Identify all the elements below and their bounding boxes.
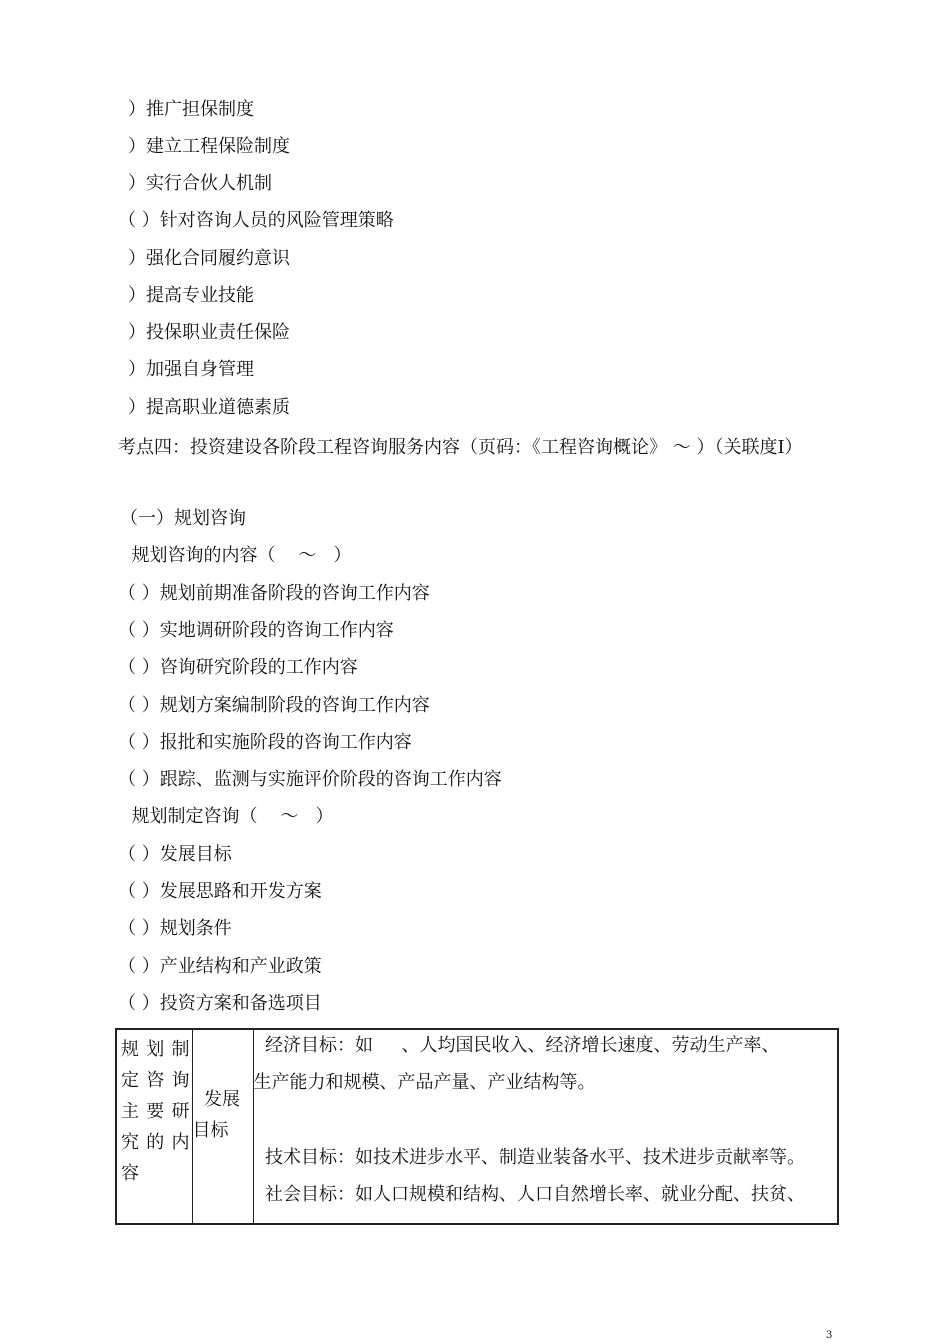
table-cell-line: 发展 xyxy=(192,1089,240,1110)
list-item: ）投保职业责任保险 xyxy=(128,322,290,343)
list-item: （ ）产业结构和产业政策 xyxy=(118,956,322,977)
section-heading: 考点四：投资建设各阶段工程咨询服务内容（页码：《工程咨询概论》 ～ ）（关联度Ⅰ） xyxy=(118,437,803,458)
page-number: 3 xyxy=(826,1330,833,1341)
list-item: （ ）实地调研阶段的咨询工作内容 xyxy=(118,620,394,641)
list-item: ）加强自身管理 xyxy=(128,359,254,380)
list-item: ）强化合同履约意识 xyxy=(128,248,290,269)
table-cell-category xyxy=(192,1029,253,1224)
table-cell-line: 定 咨 询 xyxy=(121,1070,190,1091)
list-item: （ ）咨询研究阶段的工作内容 xyxy=(118,657,358,678)
list-item: ）提高职业道德素质 xyxy=(128,397,290,418)
list-item: ）建立工程保险制度 xyxy=(128,136,290,157)
list-item: ）提高专业技能 xyxy=(128,285,254,306)
table-cell-line: 究 的 内 xyxy=(121,1132,190,1153)
list-item: （ ）发展思路和开发方案 xyxy=(118,881,322,902)
table-row xyxy=(116,1029,838,1224)
list-item: （ ）跟踪、监测与实施评价阶段的咨询工作内容 xyxy=(118,769,502,790)
table-cell-line: 规 划 制 xyxy=(121,1039,190,1060)
list-item: ）推广担保制度 xyxy=(128,99,254,120)
list-item: （ ）规划方案编制阶段的咨询工作内容 xyxy=(118,695,430,716)
table-cell-line: 社会目标：如人口规模和结构、人口自然增长率、就业分配、扶贫、 xyxy=(253,1184,805,1205)
list-item: （ ）规划条件 xyxy=(118,918,232,939)
subsection-title: 规划咨询的内容（ ～ ） xyxy=(120,545,352,566)
subsection-title: 规划制定咨询（ ～ ） xyxy=(120,806,334,827)
table-cell-line: 主 要 研 xyxy=(121,1101,190,1122)
table-cell-line: 生产能力和规模、产品产量、产业结构等。 xyxy=(253,1072,596,1093)
list-item: （ ）规划前期准备阶段的咨询工作内容 xyxy=(118,583,430,604)
table-cell-topic xyxy=(116,1029,192,1224)
list-item: （ ）针对咨询人员的风险管理策略 xyxy=(118,210,394,231)
list-item: （ ）投资方案和备选项目 xyxy=(118,993,322,1014)
section-title: （一）规划咨询 xyxy=(120,508,246,529)
list-item: （ ）报批和实施阶段的咨询工作内容 xyxy=(118,732,412,753)
table-cell-details xyxy=(253,1029,838,1224)
table-cell-line: 技术目标：如技术进步水平、制造业装备水平、技术进步贡献率等。 xyxy=(253,1147,805,1168)
content-table xyxy=(115,1028,839,1225)
list-item: （ ）发展目标 xyxy=(118,844,232,865)
table-cell-line: 经济目标：如 、人均国民收入、经济增长速度、劳动生产率、 xyxy=(253,1035,780,1056)
list-item: ）实行合伙人机制 xyxy=(128,173,272,194)
table-cell-line: 目标 xyxy=(192,1120,229,1141)
table-cell-line: 容 xyxy=(121,1163,139,1184)
